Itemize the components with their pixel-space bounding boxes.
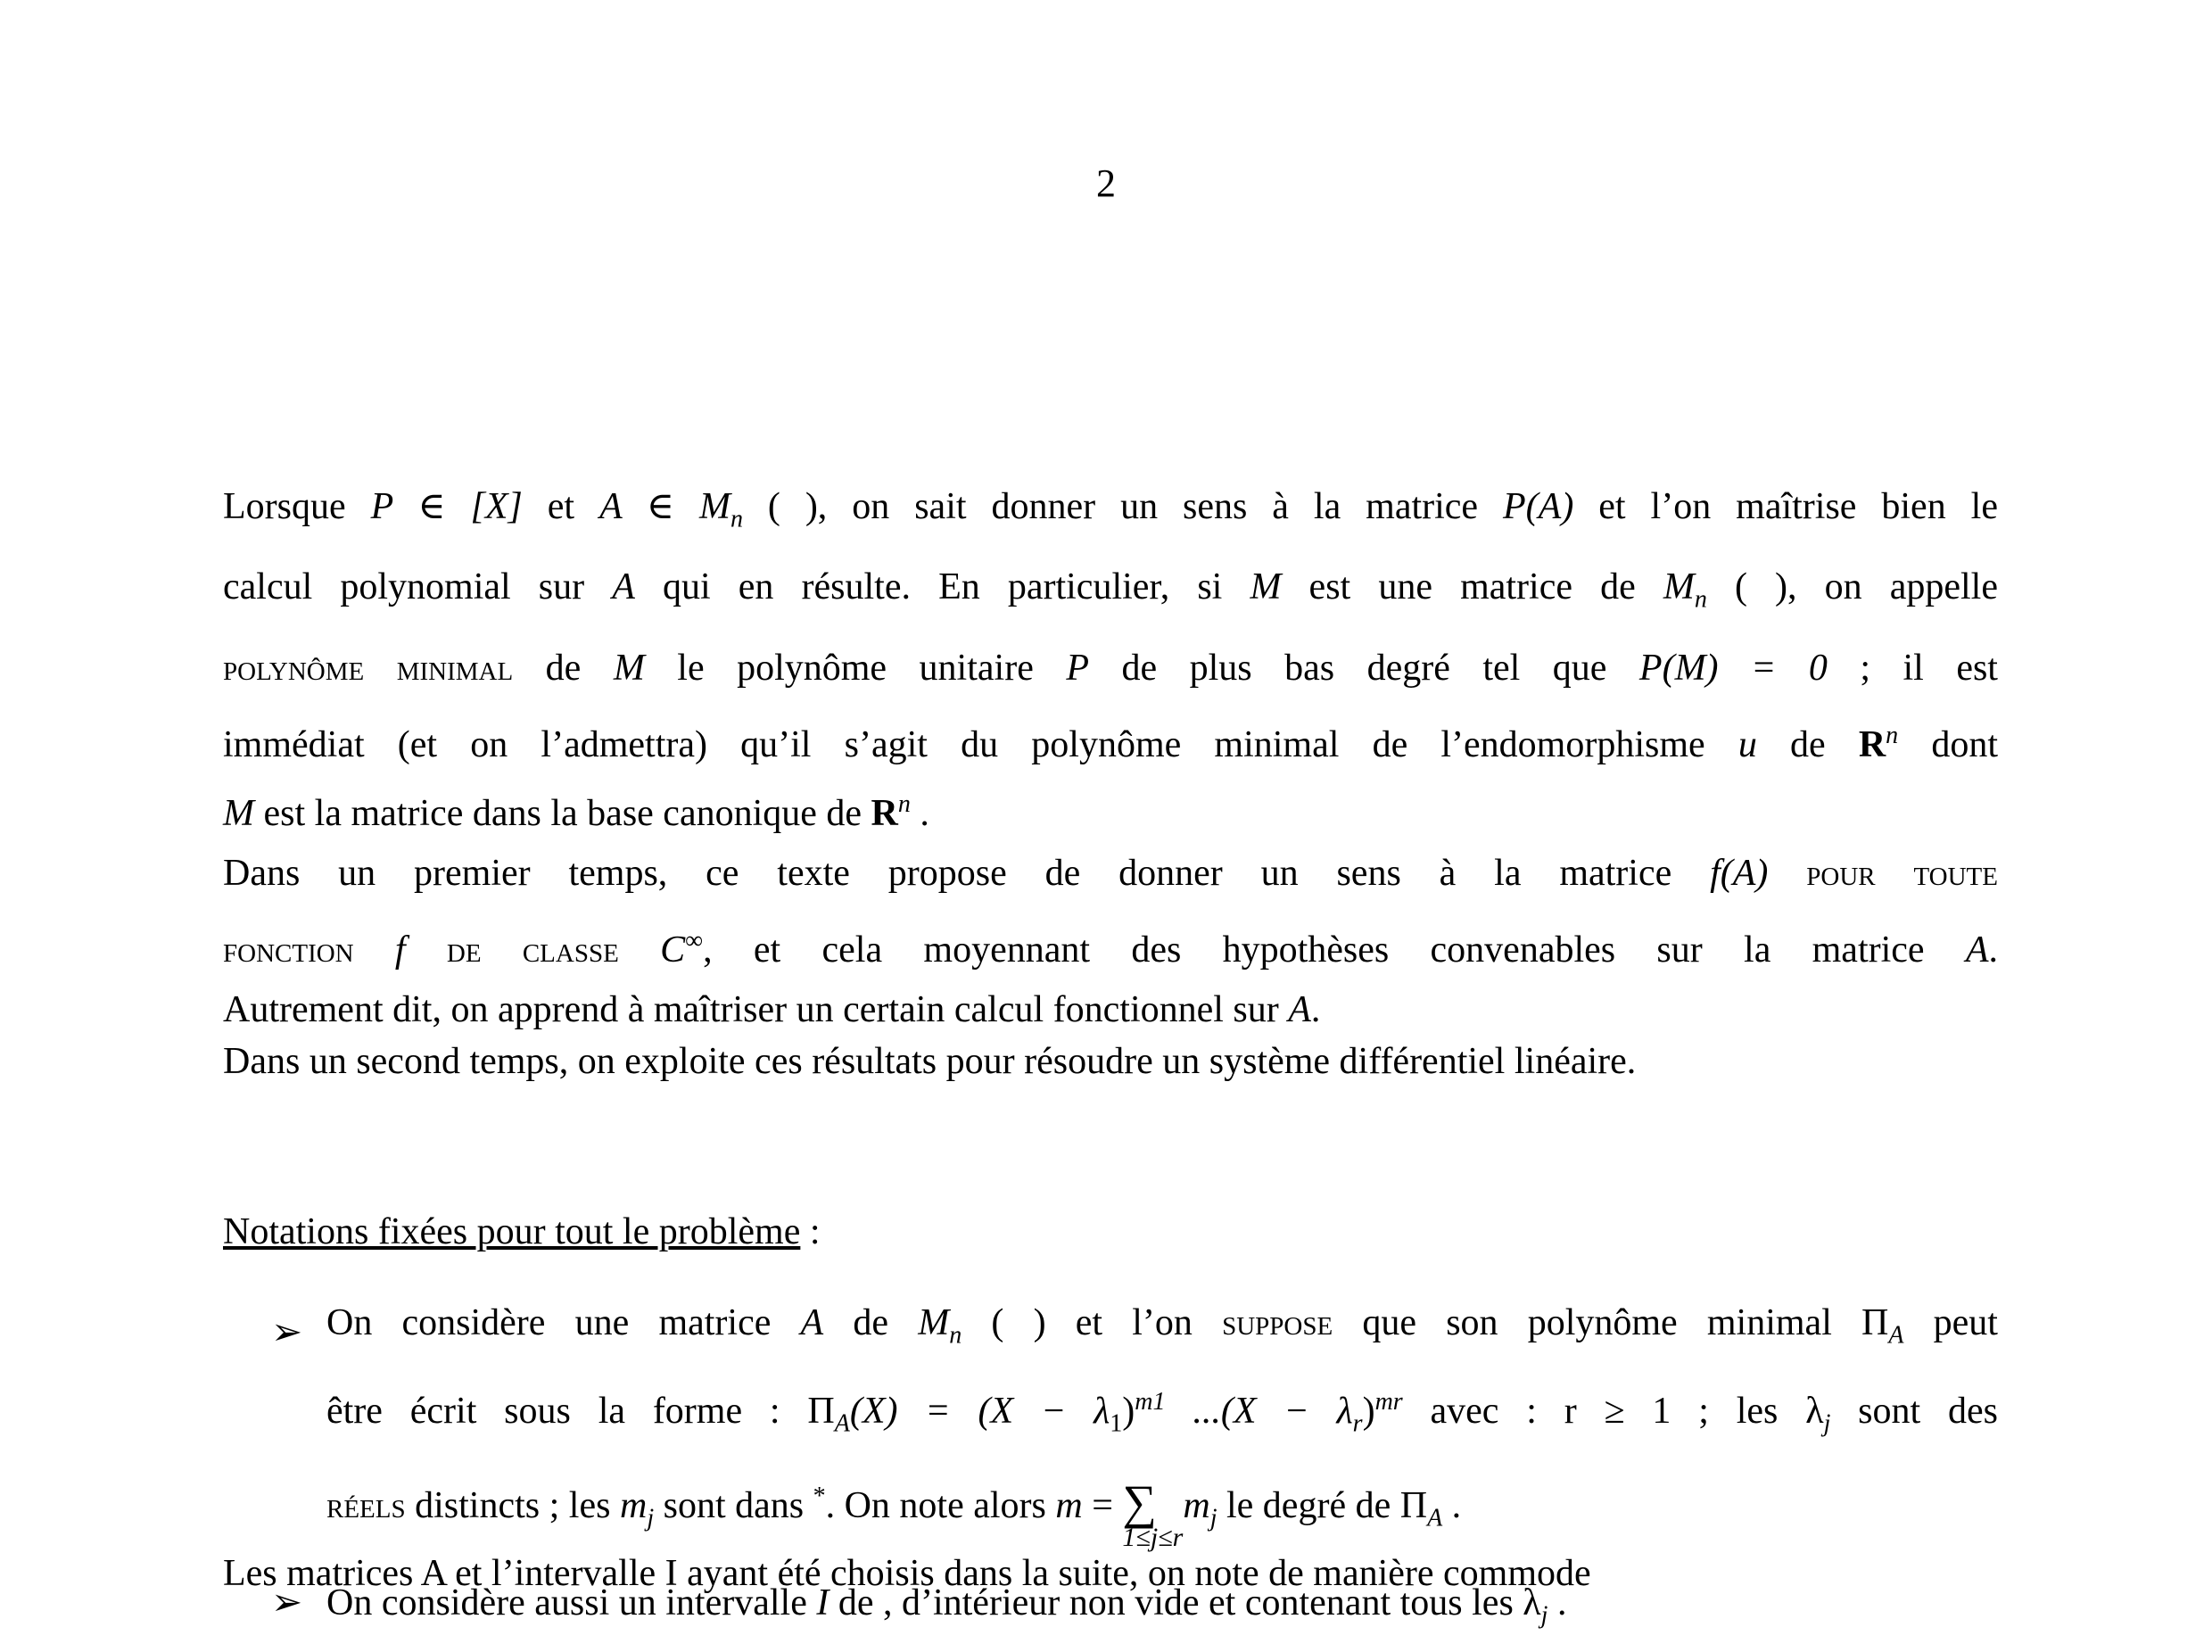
text: Lorsque [223, 486, 346, 527]
subscript: A [1888, 1321, 1904, 1350]
math: P ∈ [370, 486, 471, 527]
intro-paragraph [223, 473, 1998, 779]
text: ( ), on appelle [1706, 566, 1998, 608]
small-caps-term: suppose [1222, 1301, 1333, 1343]
text: On considère aussi un intervalle [326, 1582, 817, 1623]
math: A [612, 566, 635, 608]
text: , et cela moyennant des hypothèses convenables sur la matrice [703, 929, 1966, 971]
sigma-symbol: ∑ [1122, 1474, 1157, 1529]
arrow-bullet-icon: ➢ [271, 1582, 303, 1623]
arrow-bullet-icon: ➢ [271, 1311, 303, 1353]
text: ) [1362, 1391, 1375, 1433]
text: peut [1903, 1301, 1998, 1343]
text: de [823, 1301, 919, 1343]
math: P(A) [1503, 486, 1574, 527]
superscript: mr [1374, 1388, 1403, 1417]
math: m [619, 1484, 648, 1526]
math: M [918, 1301, 950, 1343]
text: ( ), on sait donner un sens à la matrice [742, 486, 1504, 527]
text: distincts ; les [405, 1484, 620, 1526]
text: . [910, 792, 929, 834]
text: de [1756, 723, 1859, 765]
text: On considère une matrice [326, 1301, 801, 1343]
second-paragraph-end [223, 984, 1998, 1087]
second-paragraph [223, 839, 1998, 984]
small-caps-term: de classe [446, 929, 619, 971]
superscript: n [1886, 721, 1899, 749]
math: f [353, 929, 447, 971]
math: M [1250, 566, 1282, 608]
cutoff-text-line: Les matrices A et l’intervalle I ayant été choisis dans la suite, on note de manière commode [223, 1553, 1591, 1594]
subscript: j [1209, 1503, 1217, 1532]
subscript: n [949, 1321, 962, 1350]
notations-list [223, 1296, 1998, 1652]
math: P(M) = 0 [1638, 647, 1828, 689]
math: A [1288, 988, 1311, 1030]
subscript: A [1427, 1503, 1443, 1532]
text: . On note alors [825, 1484, 1056, 1526]
list-item [271, 1296, 1998, 1552]
text: : [800, 1210, 821, 1252]
notations-heading [223, 1205, 1998, 1259]
math: (X) = (X − λ [849, 1391, 1110, 1433]
math: M [613, 647, 645, 689]
math: A [1965, 929, 1989, 971]
superscript: * [813, 1482, 826, 1510]
text: ( ) et l’on [962, 1301, 1223, 1343]
text: et l’on maîtrise bien le [1573, 486, 1998, 527]
small-caps-term: fonction [223, 929, 354, 971]
math: m [1055, 1484, 1083, 1526]
sum-range: 1≤j≤r [1122, 1522, 1184, 1552]
math-bold: R [1858, 723, 1886, 765]
text: est une matrice de [1281, 566, 1663, 608]
math: ...(X − λ [1165, 1391, 1353, 1433]
superscript: ∞ [685, 926, 704, 954]
text: sont dans [654, 1484, 813, 1526]
text: et [522, 486, 600, 527]
text: dont [1898, 723, 1998, 765]
math: M [1663, 566, 1695, 608]
text: avec : r ≥ 1 ; les λ [1402, 1391, 1824, 1433]
subscript: A [834, 1409, 850, 1438]
math: M [223, 792, 254, 834]
math: I [816, 1582, 830, 1623]
intro-paragraph-end [223, 779, 1998, 839]
subscript: n [730, 505, 743, 533]
page-number: 2 [1096, 161, 1116, 205]
text: que son polynôme minimal Π [1333, 1301, 1889, 1343]
small-caps-term: réels [326, 1484, 406, 1526]
text: . [1442, 1484, 1462, 1526]
math: C [618, 929, 686, 971]
subscript: j [647, 1503, 655, 1532]
text: ; il est [1827, 647, 1998, 689]
text: immédiat (et on l’admettra) qu’il s’agit du polynôme minimal de l’endomorphisme [223, 723, 1738, 765]
text: Dans un premier temps, ce texte propose de donner un sens à la matrice [223, 852, 1711, 894]
math: f(A) [1710, 852, 1769, 894]
text: sont des [1830, 1391, 1998, 1433]
text: . [1988, 929, 1999, 971]
heading-text: Notations fixées pour tout le problème [223, 1210, 801, 1252]
subscript: j [1823, 1409, 1831, 1438]
math: A ∈ M [599, 486, 730, 527]
math: P [1066, 647, 1089, 689]
math: A [800, 1301, 824, 1343]
text: . [1548, 1582, 1567, 1623]
text: ) [1122, 1391, 1135, 1433]
subscript: n [1694, 585, 1707, 614]
text: = [1082, 1484, 1123, 1526]
text: qui en résulte. En particulier, si [634, 566, 1250, 608]
subscript: 1 [1110, 1409, 1123, 1438]
summation [1122, 1474, 1184, 1552]
text: Autrement dit, on apprend à maîtriser un certain calcul fonctionnel sur [223, 988, 1289, 1030]
subscript: r [1352, 1409, 1363, 1438]
math: u [1737, 723, 1757, 765]
text: calcul polynomial sur [223, 566, 613, 608]
text: est la matrice dans la base canonique de [254, 792, 871, 834]
text: Dans un second temps, on exploite ces résultats pour résoudre un système différentiel linéaire. [223, 1040, 1637, 1082]
small-caps-term: polynôme minimal [223, 647, 514, 689]
text: de , d’intérieur non vide et contenant tous les λ [829, 1582, 1541, 1623]
small-caps-term: pour toute [1768, 852, 1998, 894]
superscript: n [897, 789, 911, 818]
document-body [223, 473, 1998, 1652]
math: [X] [470, 486, 523, 527]
text: le degré de Π [1217, 1484, 1428, 1526]
text: de [513, 647, 614, 689]
subscript: j [1540, 1601, 1548, 1630]
text: . [1310, 988, 1321, 1030]
text: le polynôme unitaire [644, 647, 1067, 689]
text: de plus bas degré tel que [1088, 647, 1639, 689]
math: m [1183, 1484, 1210, 1526]
math-bold: R [871, 792, 898, 834]
superscript: m1 [1135, 1388, 1166, 1417]
text: être écrit sous la forme : Π [326, 1391, 835, 1433]
